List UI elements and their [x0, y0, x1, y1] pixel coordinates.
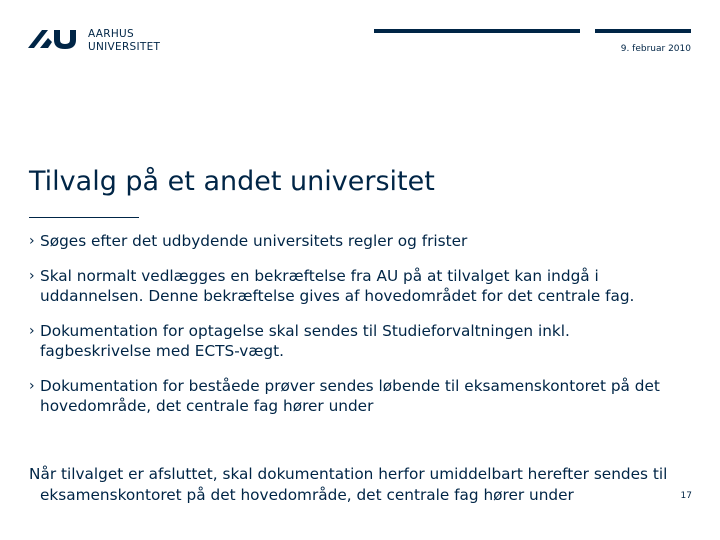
bullet-arrow-icon: ›	[29, 322, 35, 339]
bullet-item	[29, 376, 694, 417]
bullet-item	[29, 321, 694, 362]
logo-line-2: UNIVERSITET	[88, 41, 161, 53]
bullet-text: Søges efter det udbydende universitets regler og frister	[40, 232, 468, 250]
header-bar-right	[595, 29, 691, 33]
closing-line-1: Når tilvalget er afsluttet, skal dokumentation herfor umiddelbart herefter sendes til	[29, 465, 668, 483]
bullet-text: Skal normalt vedlægges en bekræftelse fra AU på at tilvalget kan indgå i	[40, 266, 599, 285]
bullet-arrow-icon: ›	[29, 267, 35, 284]
bullet-text: Dokumentation for optagelse skal sendes til Studieforvaltningen inkl.	[40, 321, 570, 340]
logo-line-1: AARHUS	[88, 28, 134, 40]
bullet-arrow-icon: ›	[29, 377, 35, 394]
bullet-text-cont: hovedområde, det centrale fag hører under	[40, 397, 374, 415]
closing-paragraph	[29, 464, 689, 505]
aarhus-university-logo-icon	[26, 26, 76, 54]
logo-wordmark	[88, 28, 160, 54]
bullet-text: Dokumentation for beståede prøver sendes løbende til eksamenskontoret på det	[40, 376, 660, 395]
bullet-text-cont: fagbeskrivelse med ECTS-vægt.	[40, 342, 284, 360]
slide-title: Tilvalg på et andet universitet	[29, 166, 435, 197]
bullet-arrow-icon: ›	[29, 233, 35, 249]
bullet-text-cont: uddannelsen. Denne bekræftelse gives af hovedområdet for det centrale fag.	[40, 287, 635, 305]
bullet-item	[29, 231, 694, 252]
page-number: 17	[680, 491, 692, 501]
title-underline	[29, 217, 139, 218]
slide-date: 9. februar 2010	[620, 44, 691, 54]
header-bar-left	[374, 29, 580, 33]
closing-line-2: eksamenskontoret på det hovedområde, det centrale fag hører under	[40, 485, 574, 504]
bullet-list	[29, 231, 694, 431]
bullet-item	[29, 266, 694, 307]
